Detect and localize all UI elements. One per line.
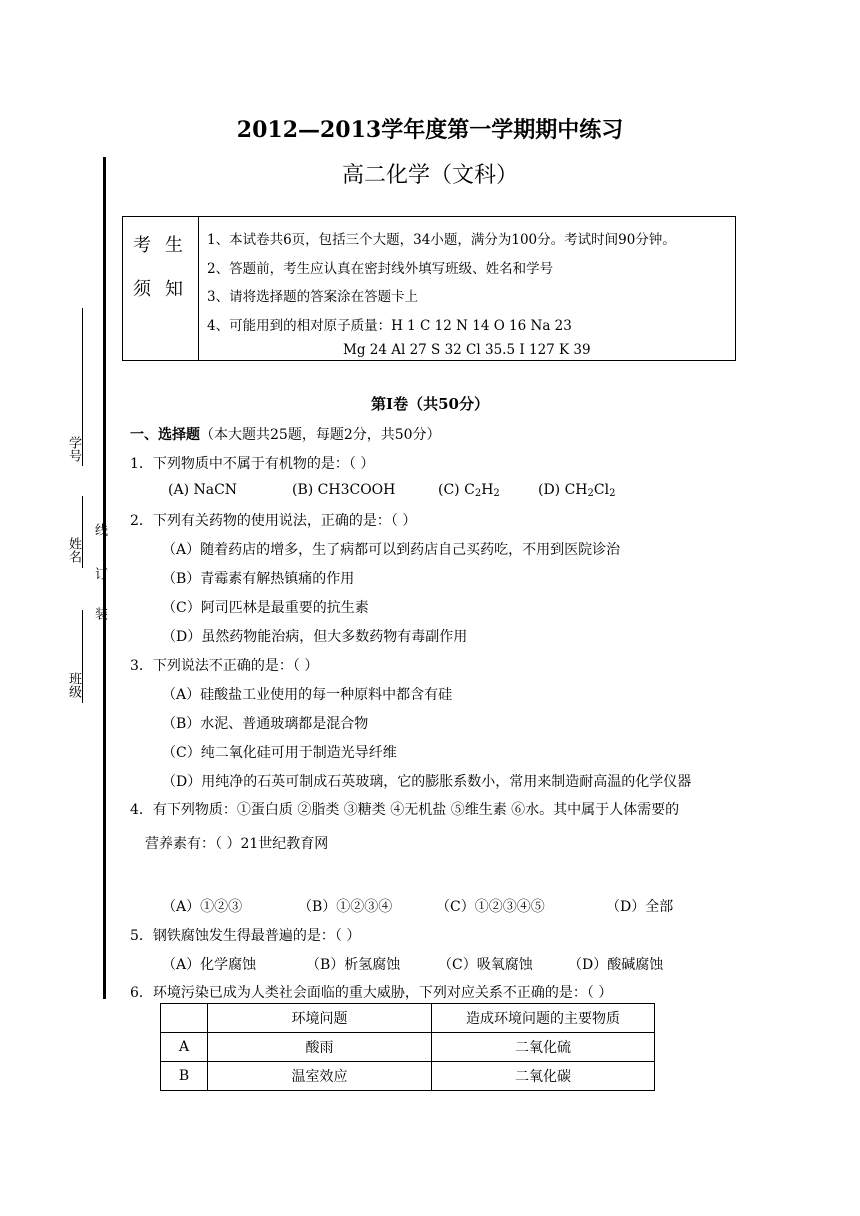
table-header-row <box>161 1004 655 1033</box>
notice-line: Mg 24 Al 27 S 32 Cl 35.5 I 127 K 39 <box>343 342 591 358</box>
question-stem: 6．环境污染已成为人类社会面临的重大威胁，下列对应关系不正确的是：（ ） <box>130 985 613 1001</box>
option-d-sub2: 2 <box>609 488 616 499</box>
question-stem: 5．钢铁腐蚀发生得最普遍的是：（ ） <box>130 928 361 944</box>
bind-char-zhuang: 装 <box>92 607 107 620</box>
name-field[interactable] <box>82 496 83 568</box>
q6-table <box>160 1003 655 1091</box>
option-c-sub1: 2 <box>474 488 482 499</box>
notice-line: 1、本试卷共6页，包括三个大题，34小题，满分为100分。考试时间90分钟。 <box>207 232 676 248</box>
option-c-mid: H <box>481 482 494 498</box>
class-field[interactable] <box>82 610 83 703</box>
option-c-sub2: 2 <box>493 488 500 499</box>
option-b: （B）水泥、普通玻璃都是混合物 <box>162 716 369 732</box>
page-title: 2012—2013学年度第一学期期中练习 <box>236 117 624 143</box>
part-note: （本大题共25题，每题2分，共50分） <box>200 427 441 443</box>
table-cell: 二氧化硫 <box>432 1033 655 1062</box>
option-d: （D）用纯净的石英可制成石英玻璃，它的膨胀系数小，常用来制造耐高温的化学仪器 <box>162 774 692 790</box>
question-stem: 3．下列说法不正确的是：（ ） <box>130 658 319 674</box>
bind-char-ding: 订 <box>92 567 107 580</box>
notice-head-1: 考生 <box>133 235 197 256</box>
notice-head-2: 须知 <box>133 279 197 300</box>
section-heading: 第I卷（共50分） <box>371 395 489 413</box>
table-cell: 二氧化碳 <box>432 1062 655 1091</box>
option-d: （D）全部 <box>606 899 674 915</box>
question-stem-cont: 营养素有：（ ）21世纪教育网 <box>145 836 329 852</box>
table-header-cell: 环境问题 <box>208 1004 432 1033</box>
student-id-label: 学号 <box>66 436 81 462</box>
question-stem: 4．有下列物质：①蛋白质 ②脂类 ③糖类 ④无机盐 ⑤维生素 ⑥水。其中属于人体需要的 <box>130 802 680 818</box>
option-c <box>438 482 500 499</box>
option-d-mid: Cl <box>593 482 610 498</box>
student-id-field[interactable] <box>82 308 83 466</box>
table-header-cell: 造成环境问题的主要物质 <box>432 1004 655 1033</box>
table-cell: A <box>161 1033 208 1062</box>
table-cell: 酸雨 <box>208 1033 432 1062</box>
notice-line: 2、答题前，考生应认真在密封线外填写班级、姓名和学号 <box>207 261 554 277</box>
bind-char-xian: 线 <box>92 523 107 536</box>
page-subtitle: 高二化学（文科） <box>341 163 518 188</box>
option-a: (A) NaCN <box>168 482 238 498</box>
class-label: 班级 <box>66 672 81 698</box>
option-d <box>538 482 615 499</box>
option-b: （B）①②③④ <box>298 899 393 915</box>
option-a: （A）①②③ <box>162 899 243 915</box>
option-c: （C）阿司匹林是最重要的抗生素 <box>162 600 369 616</box>
option-a: （A）随着药店的增多，生了病都可以到药店自己买药吃，不用到医院诊治 <box>162 542 621 558</box>
option-b: (B) CH3COOH <box>292 482 396 498</box>
table-row <box>161 1062 655 1091</box>
notice-heading <box>123 217 199 360</box>
notice-box <box>122 216 736 361</box>
notice-line: 3、请将选择题的答案涂在答题卡上 <box>207 289 419 305</box>
option-c: （C）纯二氧化硅可用于制造光导纤维 <box>162 745 397 761</box>
option-b: （B）青霉素有解热镇痛的作用 <box>162 571 355 587</box>
part-title: 一、选择题 <box>130 427 200 443</box>
table-cell: B <box>161 1062 208 1091</box>
name-label: 姓名 <box>66 537 81 563</box>
notice-line: 4、可能用到的相对原子质量：H 1 C 12 N 14 O 16 Na 23 <box>207 318 572 334</box>
option-c: （C）吸氧腐蚀 <box>438 957 533 973</box>
option-a: （A）化学腐蚀 <box>162 957 257 973</box>
option-a: （A）硅酸盐工业使用的每一种原料中都含有硅 <box>162 687 453 703</box>
table-cell: 温室效应 <box>208 1062 432 1091</box>
option-c-pre: (C) C <box>438 482 475 498</box>
option-c: （C）①②③④⑤ <box>436 899 545 915</box>
option-d: （D）虽然药物能治病，但大多数药物有毒副作用 <box>162 629 468 645</box>
table-row <box>161 1033 655 1062</box>
question-stem: 2．下列有关药物的使用说法，正确的是：（ ） <box>130 513 417 529</box>
table-header-cell <box>161 1004 208 1033</box>
part-heading <box>130 424 441 444</box>
option-b: （B）析氢腐蚀 <box>306 957 401 973</box>
question-stem: 1．下列物质中不属于有机物的是：（ ） <box>130 456 375 472</box>
option-d-pre: (D) CH <box>538 482 588 498</box>
option-d: （D）酸碱腐蚀 <box>568 957 664 973</box>
option-d-sub1: 2 <box>587 488 594 499</box>
